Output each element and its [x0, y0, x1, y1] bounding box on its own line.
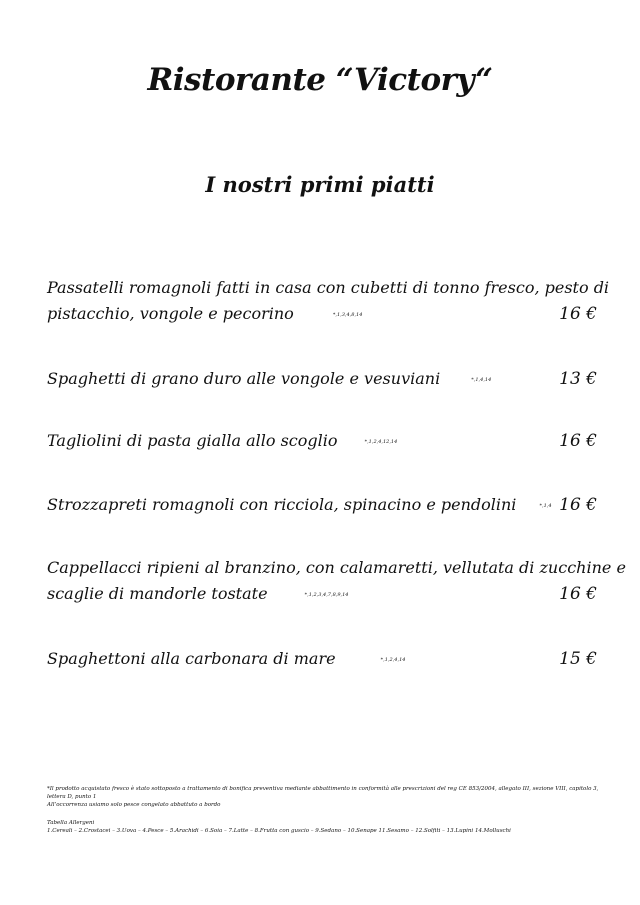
- dish-name-line: Tagliolini di pasta gialla allo scoglio: [47, 431, 338, 450]
- dish-item: [47, 646, 597, 673]
- dish-name-line: Cappellacci ripieni al branzino, con calamaretti, vellutata di zucchine e: [47, 558, 626, 577]
- dish-price: 16 €: [559, 495, 597, 515]
- frozen-fish-note: All’occorrenza usiamo solo pesce congelato abbattuto a bordo: [47, 802, 221, 808]
- dish-item: [47, 275, 610, 328]
- dish-item: [47, 555, 626, 608]
- dish-allergens: *,1,3,4,8,14: [332, 311, 363, 318]
- dish-name-last-line: [47, 301, 597, 328]
- dish-price: 16 €: [559, 584, 597, 604]
- dish-name-line: Strozzapreti romagnoli con ricciola, spinacino e pendolini: [47, 495, 517, 514]
- dish-item: [47, 428, 597, 455]
- dish-name-line: scaglie di mandorle tostate: [47, 584, 268, 603]
- dish-price: 15 €: [559, 649, 597, 669]
- dish-price: 13 €: [559, 369, 597, 389]
- dish-name-line: pistacchio, vongole e pecorino: [47, 304, 294, 323]
- menu-footer: [47, 785, 602, 835]
- fish-treatment-note: *Il prodotto acquistato fresco è stato sottoposto a trattamento di bonifica preventiva mediante abbattimento in conformità alle prescrizioni del reg CE 853/2004, allegato III, sezione VIII, capitolo 3, lettera D, punto 1: [47, 786, 599, 800]
- dish-name-last-line: [47, 366, 597, 393]
- dish-name-last-line: [47, 581, 597, 608]
- dish-allergens: *,1,2,4,14: [380, 656, 406, 663]
- dish-price: 16 €: [559, 304, 597, 324]
- dish-allergens: *,1,4,14: [471, 376, 492, 383]
- menu-section-title: I nostri primi piatti: [205, 172, 435, 197]
- dish-name-last-line: [47, 492, 597, 519]
- allergen-list: 1.Cereali – 2.Crostacei – 3.Uova – 4.Pesce – 5.Arachidi – 6.Soia – 7.Latte – 8.Frutta con guscio – 9.Sedano – 10.Senape 11.Sesamo – 12.Solfiti – 13.Lupini 14.Molluschi: [47, 828, 511, 834]
- dish-price: 16 €: [559, 431, 597, 451]
- dish-name-last-line: [47, 428, 597, 455]
- dish-name-line: Spaghettoni alla carbonara di mare: [47, 649, 336, 668]
- dish-name-line: Passatelli romagnoli fatti in casa con cubetti di tonno fresco, pesto di: [47, 278, 610, 297]
- dish-allergens: *,1,2,3,4,7,8,9,14: [304, 591, 349, 598]
- allergen-table-title: Tabella Allergeni: [47, 820, 95, 826]
- dish-allergens: *,1,2,4,12,14: [364, 438, 398, 445]
- dish-name-line: Spaghetti di grano duro alle vongole e vesuviani: [47, 369, 441, 388]
- restaurant-title: Ristorante “Victory“: [147, 62, 493, 98]
- dish-allergens: *,1,4: [539, 502, 552, 509]
- dish-name-last-line: [47, 646, 597, 673]
- dish-item: [47, 492, 597, 519]
- dish-item: [47, 366, 597, 393]
